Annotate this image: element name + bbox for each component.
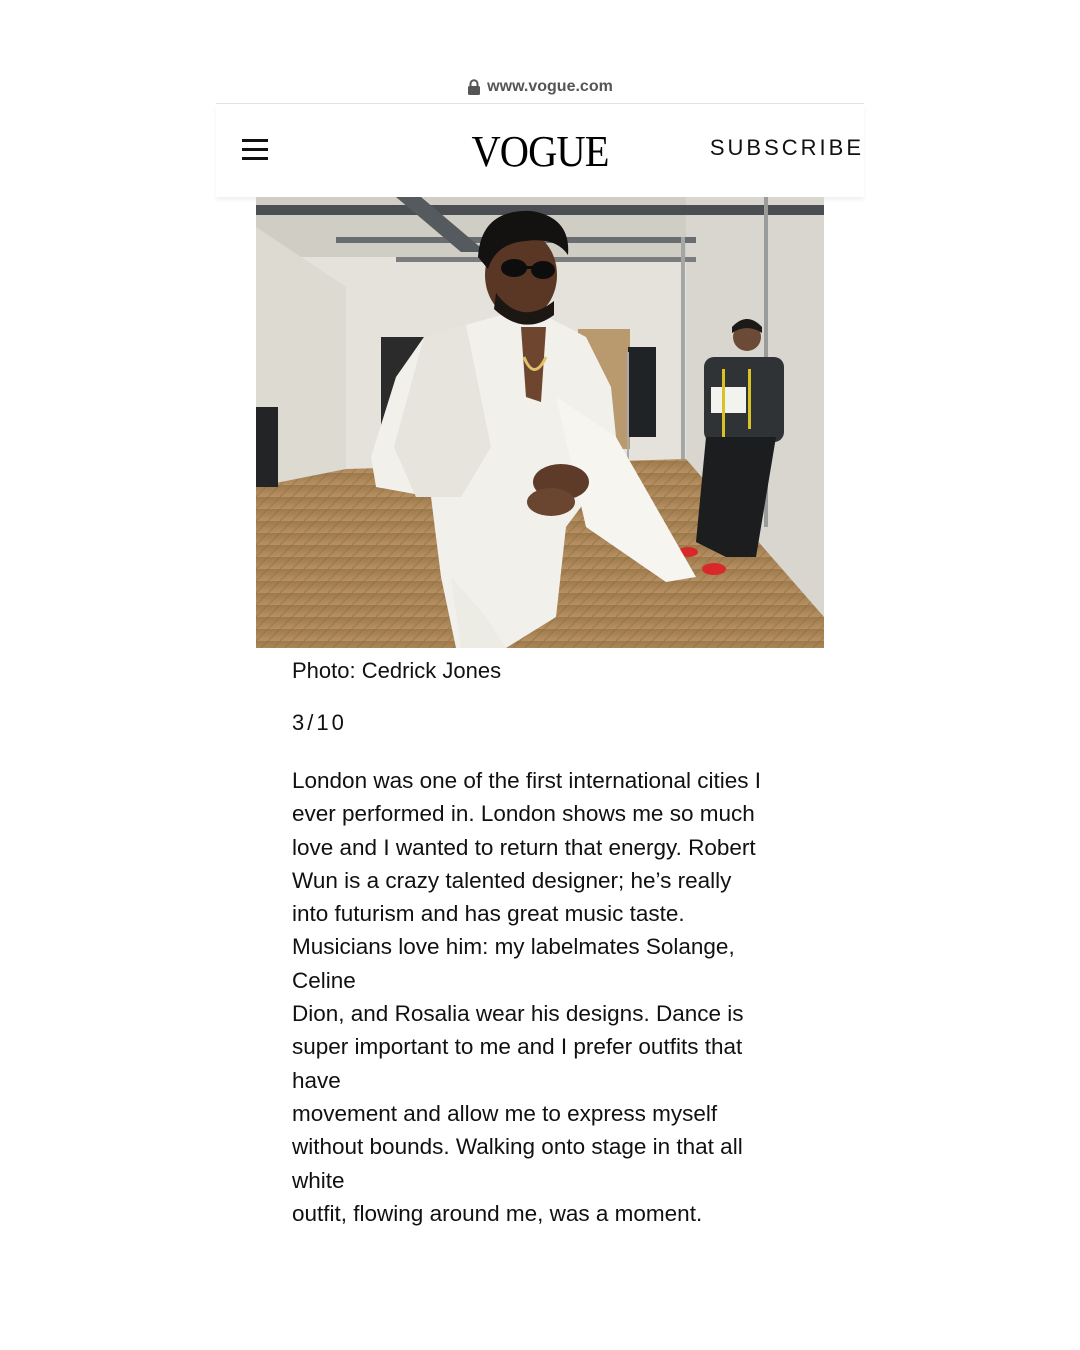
lock-icon (467, 79, 481, 95)
photo-credit: Photo: Cedrick Jones (292, 658, 502, 683)
body-line: into futurism and has great music taste. (292, 901, 685, 927)
body-line: without bounds. Walking onto stage in that all (292, 1134, 743, 1160)
body-line: Musicians love him: my labelmates Solange, (292, 934, 735, 960)
body-line: ever performed in. London shows me so much (292, 801, 755, 827)
body-line: have (292, 1067, 341, 1093)
body-line: super important to me and I prefer outfits that (292, 1034, 743, 1060)
url-text[interactable]: www.vogue.com (487, 77, 613, 95)
body-line: Dion, and Rosalia wear his designs. Dance is (292, 1001, 744, 1027)
site-header (216, 104, 864, 197)
subscribe-button[interactable]: SUBSCRIBE (709, 135, 864, 160)
body-line: movement and allow me to express myself (292, 1100, 718, 1126)
article-body (292, 764, 792, 1230)
photo-image (256, 197, 824, 648)
body-line: London was one of the first international cities I (292, 768, 762, 793)
body-line: Celine (292, 967, 356, 993)
vogue-logo[interactable]: VOGUE (471, 127, 609, 176)
article-photo (256, 197, 824, 648)
body-line: Wun is a crazy talented designer; he’s really (292, 867, 732, 893)
browser-url-bar[interactable] (216, 70, 864, 103)
body-line: outfit, flowing around me, was a moment. (292, 1200, 703, 1226)
slide-counter: 3/10 (292, 710, 347, 735)
body-line: white (292, 1167, 345, 1193)
body-line: love and I wanted to return that energy. Robert (292, 834, 756, 860)
